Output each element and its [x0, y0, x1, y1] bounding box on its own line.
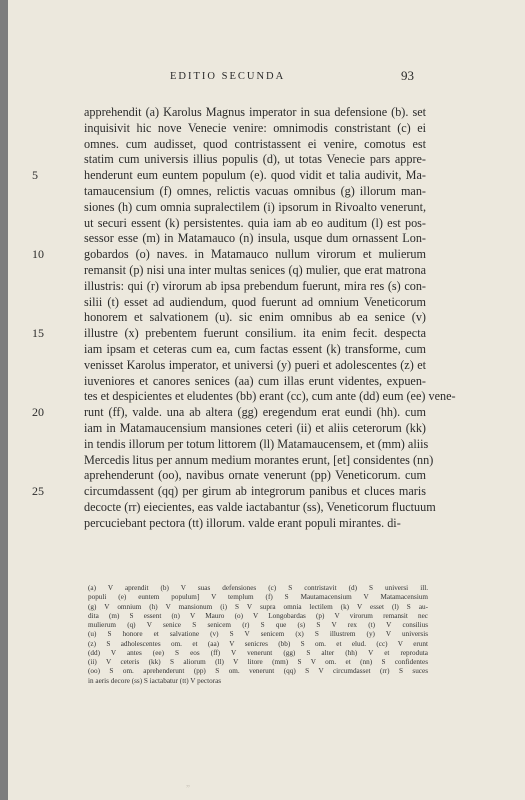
- text-line: [84, 231, 426, 247]
- line-text: omnes. cum audisset, quod contristassent ei venire, comotus est: [84, 136, 426, 151]
- line-number: 15: [32, 326, 44, 341]
- line-text: runt (ff), valde. una ab altera (gg) eregendum erat eundi (hh). cum: [84, 405, 426, 420]
- text-line: [84, 263, 426, 279]
- line-text: henderunt eum euntem populum (e). quod vidit et talia audivit, Ma-: [84, 168, 426, 183]
- line-text: apprehendit (a) Karolus Magnus imperator in sua defensione (b). set: [84, 105, 426, 119]
- line-text: circumdassent (qq) per girum ab integrorum panibus et cluces maris: [84, 484, 426, 499]
- text-line: [84, 358, 426, 374]
- line-text: Mercedis litus per annum medium morantes erunt, [et] considentes (nn): [84, 452, 434, 467]
- line-text: sessor esse (m) in Matamauco (n) insula, usque dum ornassent Lon-: [84, 231, 426, 246]
- text-line: [84, 374, 426, 390]
- line-text: statim cum universis illius populis (d), ut totas Venecie pars appre-: [84, 152, 426, 167]
- line-text: illustris: qui (r) virorum ab ipsa prebendum fuerunt, mira res (s) con-: [84, 278, 426, 293]
- text-line: [32, 405, 426, 421]
- line-text: silii (t) esset ad audiendum, quod fuerunt ad omnium Veneticorum: [84, 294, 426, 309]
- running-title: EDITIO SECUNDA: [170, 71, 286, 82]
- line-text: aprehenderunt (oo), navibus ornate venerunt (pp) Veneticorum. cum: [84, 468, 426, 483]
- footnote-line: (g) V omnium (h) V mansionum (i) S V supra omnia lectilem (k) V esset (l) S au-: [88, 602, 428, 611]
- page-number: 93: [401, 68, 414, 83]
- text-line: [84, 137, 426, 153]
- footnote-line: (u) S honore et salvatione (v) S V senicem (x) S illustrem (y) V universis: [88, 630, 428, 639]
- text-line: [84, 421, 426, 437]
- footnote-line: mulierum (q) V senice S senicem (r) S que (s) S V rex (t) V consilius: [88, 621, 428, 629]
- footnote-line: populi (e) euntem populum] V templum (f) S Mautamacensium V Matamacensium: [88, 593, 428, 602]
- text-line: [84, 516, 426, 532]
- bottom-mark: „: [186, 778, 190, 788]
- footnote-line: (z) S adholescentes om. et (aa) V senicres (bb) S om. et elud. (cc) V erunt: [88, 639, 428, 648]
- text-line: [84, 499, 436, 516]
- text-line: [84, 200, 426, 216]
- text-line: [84, 279, 426, 295]
- text-line: [84, 310, 426, 326]
- line-text: ut securi essent (k) persistentes. quia iam ab eo auditum (l) est pos-: [84, 215, 426, 230]
- main-text-block: [32, 105, 456, 532]
- book-page: [8, 0, 525, 800]
- footnote-line: in aeris decore (ss) S iactabatur (tt) V pectoras: [88, 676, 222, 685]
- footnote-line: (a) V aprendit (b) V suas defensiones (c) S contristavit (d) S universi ill.: [88, 584, 428, 592]
- text-line: [32, 326, 426, 342]
- line-number: 25: [32, 484, 44, 499]
- text-line: [84, 121, 426, 137]
- line-text: in tendis illorum per totum littorem (ll) Matamaucensem, et (mm) aliis: [84, 436, 429, 451]
- line-text: venisset Karolus imperator, et universi (y) pueri et adolescentes (z) et: [84, 357, 426, 372]
- line-text: tamaucensium (f) omnes, relictis vacuas omnibus (g) illorum man-: [84, 183, 426, 198]
- line-number: 5: [32, 168, 38, 183]
- footnote-line: (oo) S om. aprehenderunt (pp) S om. venerunt (qq) S V circumdasset (rr) S suces: [88, 667, 428, 676]
- text-line: [84, 184, 426, 200]
- line-text: illustre (x) prebentem fuerunt consilium. ita enim fecit. despecta: [84, 326, 426, 341]
- line-text: tes et despicientes et eludentes (bb) erant (cc), cum ante (dd) eum (ee) vene-: [84, 389, 456, 404]
- text-line: [84, 389, 456, 405]
- line-text: iuveniores et canores senices (aa) cum illas erunt videntes, expuen-: [84, 373, 426, 388]
- line-text: honorem et salvationem (u). sic enim omnibus ab ea senice (v): [84, 310, 426, 325]
- text-line: [84, 216, 426, 232]
- footnote-line: (ii) V ceteris (kk) S aliorum (ll) V litore (mm) S V om. et (nn) S confidentes: [88, 658, 428, 666]
- line-text: inquisivit hic nove Venecie venire: omnimodis constristant (c) ei: [84, 120, 426, 135]
- text-line: [32, 484, 426, 500]
- line-text: iam in Matamaucensium mansiones ceteri (ii) et aliis ceterorum (kk): [84, 420, 426, 435]
- text-line: [84, 295, 426, 311]
- text-line: [84, 452, 434, 469]
- text-line: [84, 342, 426, 358]
- text-line: [32, 168, 426, 184]
- line-text: iam ipsam et ceteras cum ea, cum factas essent (k) transforme, cum: [84, 341, 426, 356]
- footnotes-block: [88, 584, 428, 686]
- line-text: remansit (p) nisi una inter multas senices (q) mulier, que erat matrona: [84, 262, 426, 277]
- line-text: percuciebant pectora (tt) illorum. valde erant populi mirantes. di-: [84, 515, 401, 530]
- line-text: decocte (rr) eiecientes, eas valde iactabantur (ss), Veneticorum fluctuum: [84, 499, 436, 514]
- text-line: [84, 152, 426, 168]
- text-line: [84, 105, 426, 121]
- line-number: 10: [32, 247, 44, 262]
- footnote-line: (dd) V antes (ee) S eos (ff) V venerunt (gg) S alter (hh) V et reproduta: [88, 648, 428, 657]
- line-text: gobardos (o) naves. in Matamauco nullum virorum et mulierum: [84, 247, 426, 262]
- text-line: [32, 247, 426, 263]
- line-number: 20: [32, 405, 44, 420]
- text-line: [84, 436, 429, 453]
- footnote-line: dita (m) S essent (n) V Mauro (o) V Longobardas (p) V virorum remansit nec: [88, 611, 428, 620]
- text-line: [84, 468, 426, 484]
- line-text: siones (h) cum omnia supralectilem (i) ipsorum in Rivoalto venerunt,: [84, 199, 426, 214]
